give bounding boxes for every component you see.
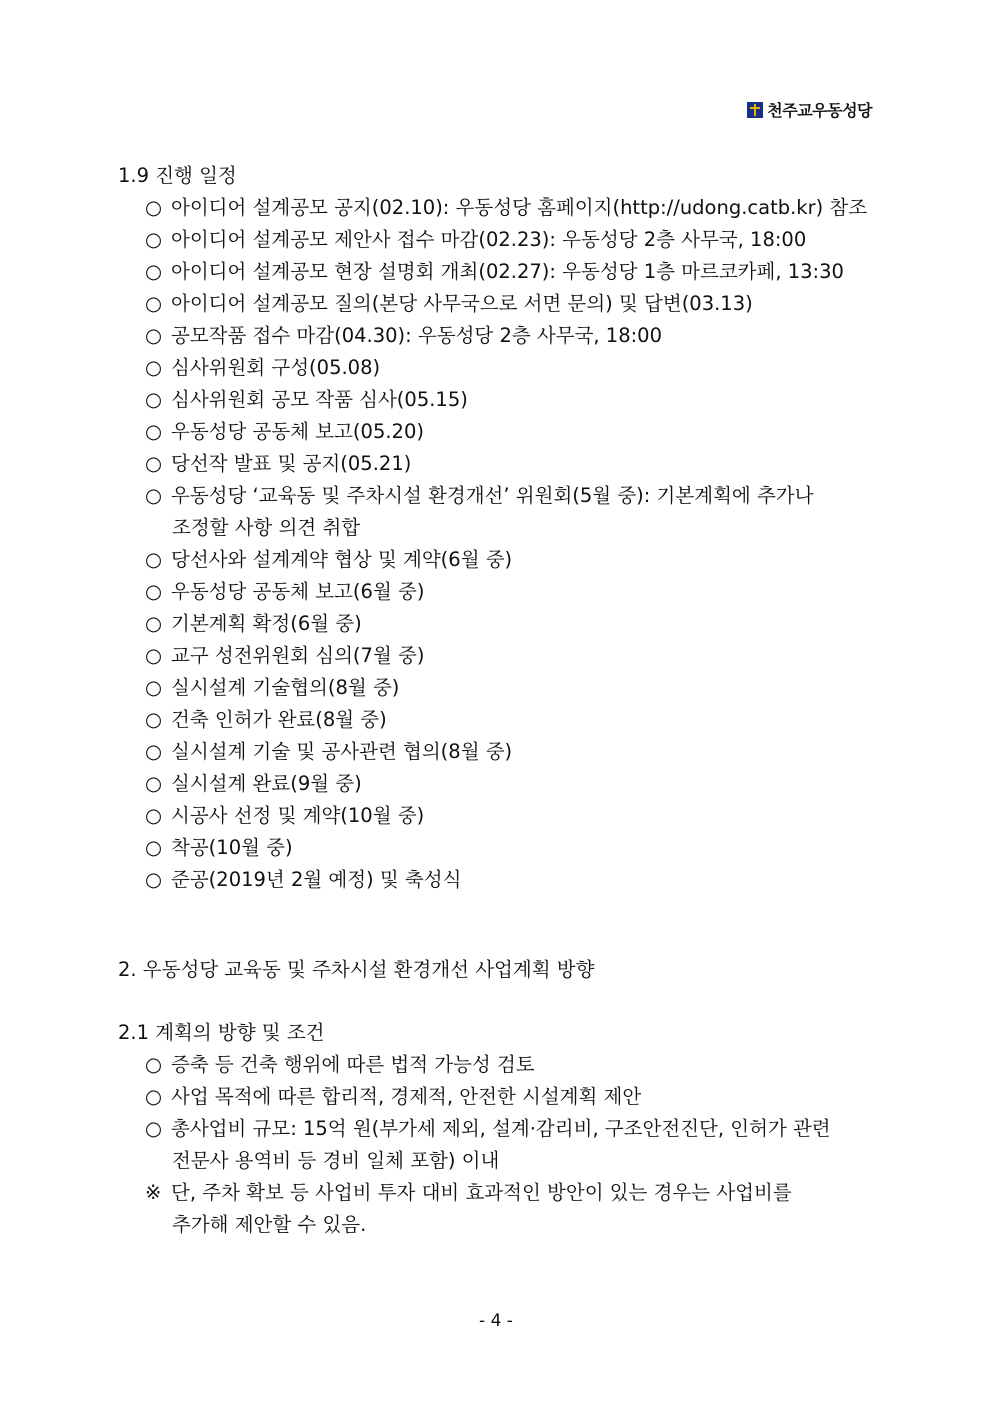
- list-item: ○ 아이디어 설계공모 공지(02.10): 우동성당 홈페이지(http://udong.catb.kr) 참조: [145, 196, 868, 219]
- bullet-circle-icon: ○: [145, 228, 163, 251]
- section-title: 2. 우동성당 교육동 및 주차시설 환경개선 사업계획 방향: [118, 958, 595, 981]
- list-item: ○ 당선작 발표 및 공지(05.21): [145, 452, 412, 475]
- list-item: ○ 총사업비 규모: 15억 원(부가세 제외, 설계·감리비, 구조안전진단, 인허가 관련: [145, 1117, 831, 1140]
- bullet-circle-icon: ○: [145, 196, 163, 219]
- bullet-circle-icon: ○: [145, 868, 163, 891]
- header-logo: [747, 98, 872, 121]
- list-item: ○ 아이디어 설계공모 현장 설명회 개최(02.27): 우동성당 1층 마르코카페, 13:30: [145, 260, 844, 283]
- bullet-circle-icon: ○: [145, 420, 163, 443]
- bullet-circle-icon: ○: [145, 772, 163, 795]
- list-item: ○ 당선사와 설계계약 협상 및 계약(6월 중): [145, 548, 513, 571]
- bullet-circle-icon: ○: [145, 260, 163, 283]
- bullet-circle-icon: ○: [145, 740, 163, 763]
- list-item: ○ 준공(2019년 2월 예정) 및 축성식: [145, 868, 462, 891]
- logo-text: 천주교우동성당: [767, 101, 872, 120]
- list-item: ○ 우동성당 ‘교육동 및 주차시설 환경개선’ 위원회(5월 중): 기본계획에 추가나: [145, 484, 814, 507]
- bullet-circle-icon: ○: [145, 612, 163, 635]
- bullet-circle-icon: ○: [145, 1117, 163, 1140]
- list-item-continuation: 조정할 사항 의견 취합: [172, 516, 361, 539]
- bullet-circle-icon: ○: [145, 388, 163, 411]
- list-item: ○ 아이디어 설계공모 질의(본당 사무국으로 서면 문의) 및 답변(03.13): [145, 292, 753, 315]
- list-item: ○ 기본계획 확정(6월 중): [145, 612, 362, 635]
- list-item: ○ 심사위원회 공모 작품 심사(05.15): [145, 388, 468, 411]
- list-item: ○ 실시설계 기술협의(8월 중): [145, 676, 400, 699]
- bullet-circle-icon: ○: [145, 580, 163, 603]
- note-continuation: 추가해 제안할 수 있음.: [172, 1213, 367, 1236]
- bullet-circle-icon: ○: [145, 836, 163, 859]
- page-number: - 4 -: [479, 1311, 513, 1331]
- bullet-circle-icon: ○: [145, 356, 163, 379]
- bullet-circle-icon: ○: [145, 548, 163, 571]
- list-item: ○ 착공(10월 중): [145, 836, 293, 859]
- bullet-circle-icon: ○: [145, 644, 163, 667]
- list-item: ○ 증축 등 건축 행위에 따른 법적 가능성 검토: [145, 1053, 535, 1076]
- list-item: ○ 사업 목적에 따른 합리적, 경제적, 안전한 시설계획 제안: [145, 1085, 642, 1108]
- note-item: ※ 단, 주차 확보 등 사업비 투자 대비 효과적인 방안이 있는 경우는 사업비를: [145, 1181, 792, 1204]
- list-item: ○ 아이디어 설계공모 제안사 접수 마감(02.23): 우동성당 2층 사무국, 18:00: [145, 228, 807, 251]
- list-item: ○ 시공사 선정 및 계약(10월 중): [145, 804, 425, 827]
- section-title: 1.9 진행 일정: [118, 164, 237, 187]
- bullet-circle-icon: ○: [145, 676, 163, 699]
- list-item: ○ 우동성당 공동체 보고(6월 중): [145, 580, 425, 603]
- bullet-circle-icon: ○: [145, 484, 163, 507]
- list-item: ○ 우동성당 공동체 보고(05.20): [145, 420, 424, 443]
- list-item: ○ 교구 성전위원회 심의(7월 중): [145, 644, 425, 667]
- list-item: ○ 심사위원회 구성(05.08): [145, 356, 381, 379]
- bullet-circle-icon: ○: [145, 708, 163, 731]
- list-item: ○ 실시설계 기술 및 공사관련 협의(8월 중): [145, 740, 513, 763]
- bullet-circle-icon: ○: [145, 804, 163, 827]
- bullet-circle-icon: ○: [145, 292, 163, 315]
- list-item: ○ 공모작품 접수 마감(04.30): 우동성당 2층 사무국, 18:00: [145, 324, 662, 347]
- cross-logo-icon: [747, 102, 763, 118]
- section-title: 2.1 계획의 방향 및 조건: [118, 1021, 325, 1044]
- reference-mark-icon: ※: [145, 1181, 162, 1204]
- list-item-continuation: 전문사 용역비 등 경비 일체 포함) 이내: [172, 1149, 500, 1172]
- bullet-circle-icon: ○: [145, 324, 163, 347]
- bullet-circle-icon: ○: [145, 1053, 163, 1076]
- list-item: ○ 실시설계 완료(9월 중): [145, 772, 362, 795]
- bullet-circle-icon: ○: [145, 1085, 163, 1108]
- list-item: ○ 건축 인허가 완료(8월 중): [145, 708, 387, 731]
- bullet-circle-icon: ○: [145, 452, 163, 475]
